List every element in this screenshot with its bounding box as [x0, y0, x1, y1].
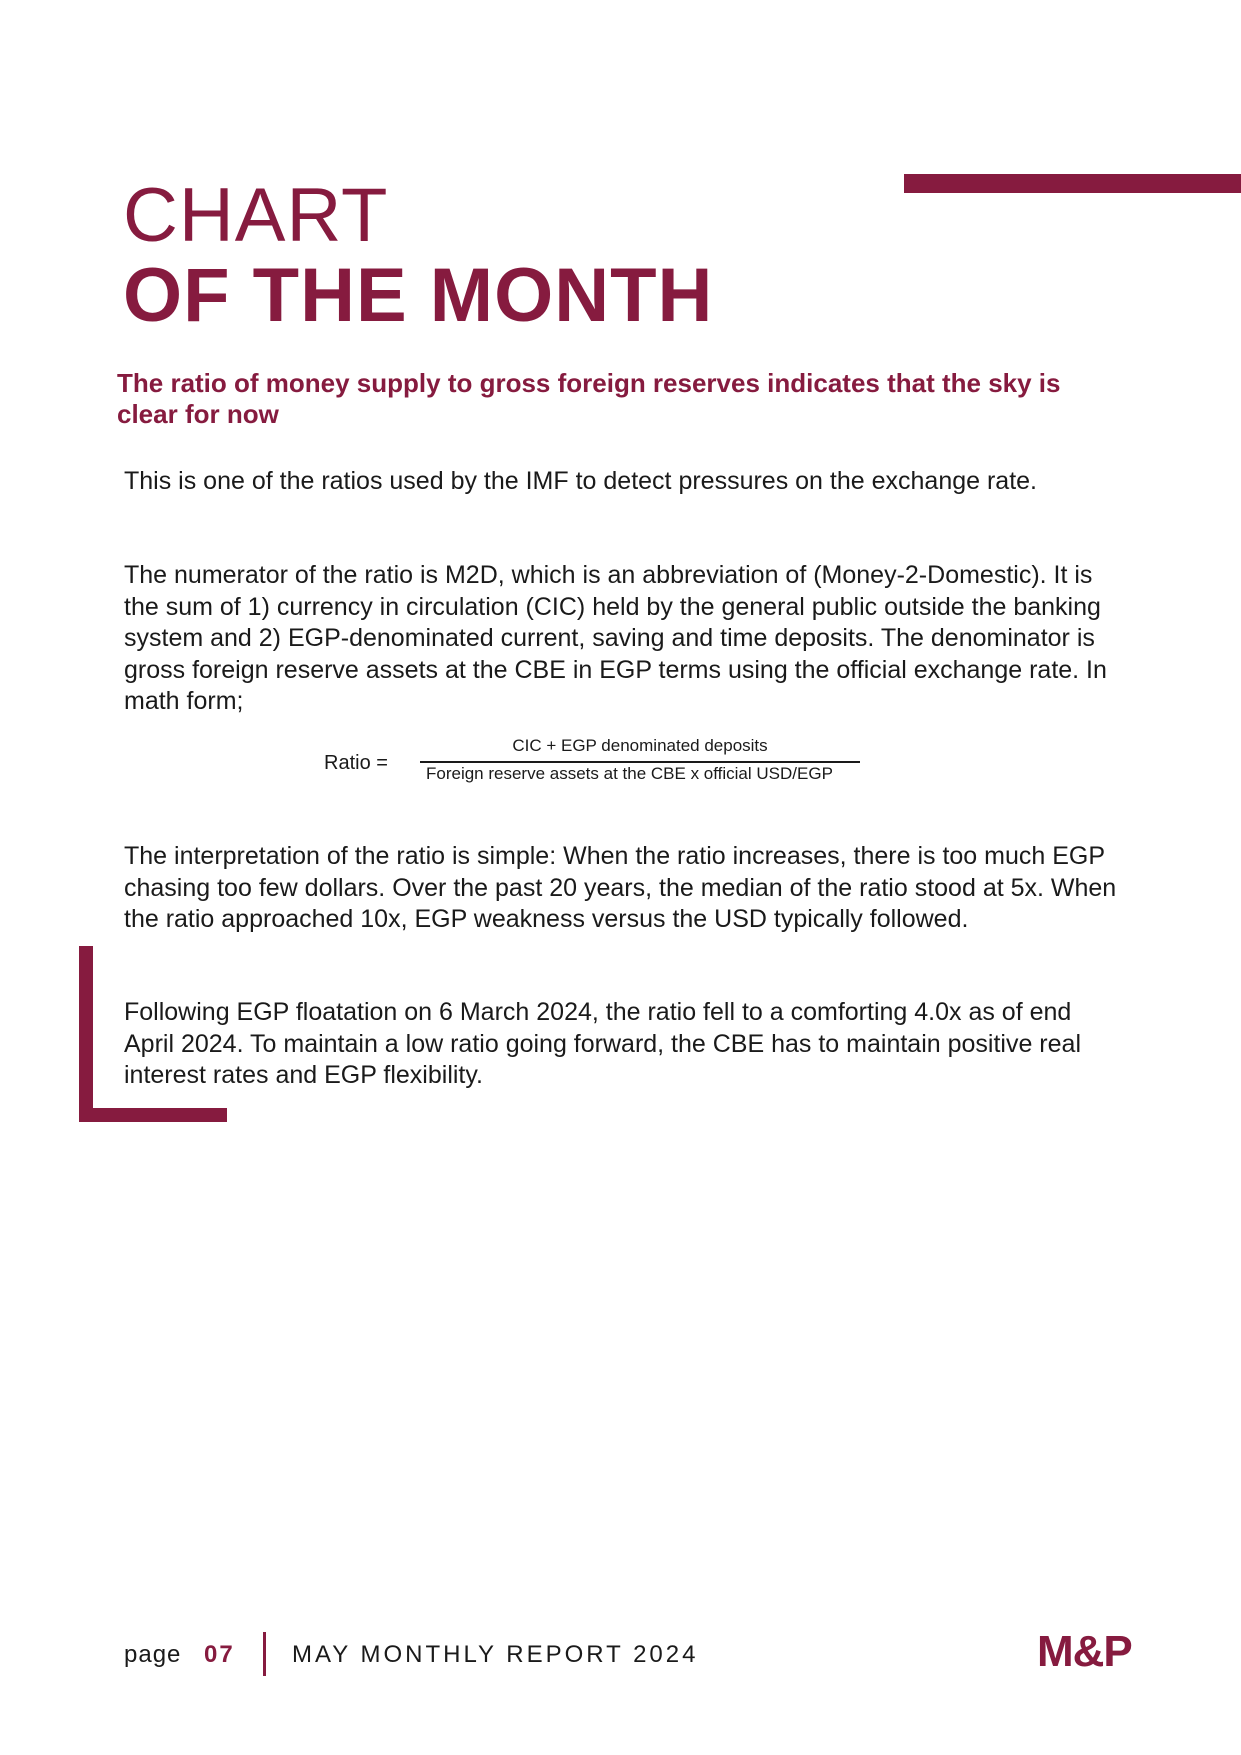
footer-divider: [263, 1632, 266, 1676]
footer-report-title: MAY MONTHLY REPORT 2024: [292, 1641, 699, 1668]
page-title-line1: CHART: [123, 173, 389, 258]
bracket-horizontal-decoration: [79, 1108, 227, 1122]
paragraph-intro: This is one of the ratios used by the IMF to detect pressures on the exchange rate.: [124, 467, 1038, 495]
paragraph-definition: The numerator of the ratio is M2D, which is an abbreviation of (Money-2-Domestic). It is the sum of 1) currency in circulation (CIC) held by the general public outside the banking system and 2) EGP-denominated current, saving and time deposits. The denominator is gross foreign reserve assets at the CBE in EGP terms using the official exchange rate. In math form;: [124, 561, 1107, 715]
footer-page-number: 07: [204, 1641, 235, 1668]
page-title-line2: OF THE MONTH: [123, 253, 714, 338]
formula-denominator: Foreign reserve assets at the CBE x official USD/EGP: [426, 764, 833, 783]
paragraph-outlook: Following EGP floatation on 6 March 2024, the ratio fell to a comforting 4.0x as of end April 2024. To maintain a low ratio going forward, the CBE has to maintain positive real interest rates and EGP flexibility.: [124, 998, 1081, 1089]
bracket-vertical-decoration: [79, 946, 93, 1121]
brand-logo: M&P: [1037, 1627, 1132, 1676]
top-accent-bar: [904, 174, 1241, 193]
footer-page-label: page: [124, 1641, 182, 1668]
paragraph-interpretation: The interpretation of the ratio is simple: When the ratio increases, there is too much EGP chasing too few dollars. Over the past 20 years, the median of the ratio stood at 5x. When the ratio approached 10x, EGP weakness versus the USD typically followed.: [124, 842, 1117, 933]
formula-label: Ratio =: [324, 752, 388, 774]
formula-numerator: CIC + EGP denominated deposits: [512, 736, 768, 755]
ratio-formula: [324, 736, 944, 786]
page-subtitle: The ratio of money supply to gross foreign reserves indicates that the sky is clear for now: [117, 368, 1061, 429]
fraction-bar: [420, 761, 860, 763]
